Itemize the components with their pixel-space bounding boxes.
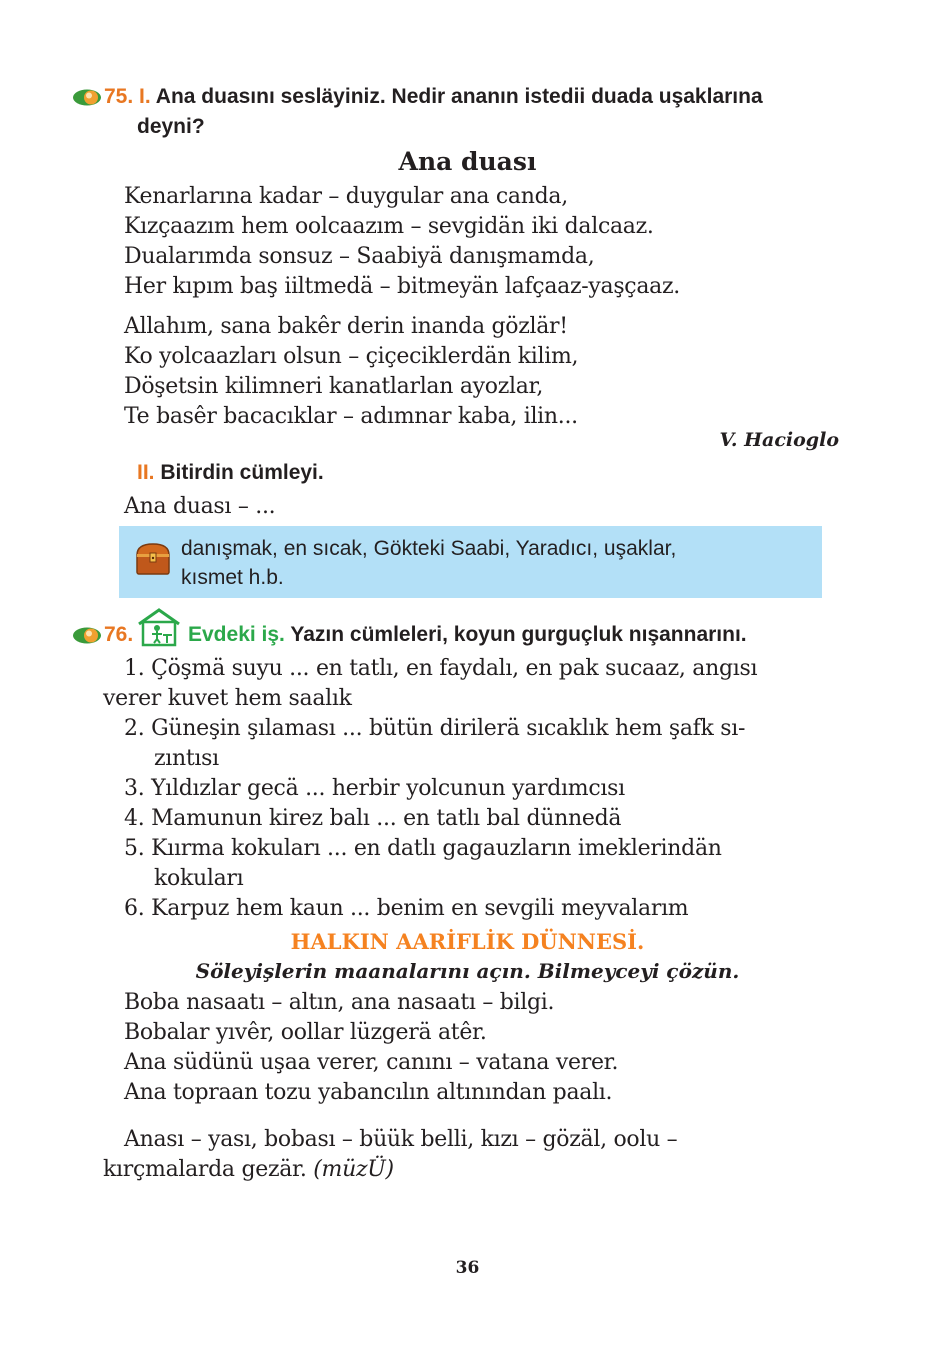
poem-author: V. Hacioglo [719, 429, 839, 451]
hint-line: kısmet h.b. [181, 566, 284, 589]
exercise-item-2-line-1: 2. Güneşin şılaması ... bütün dirilerä sıcaklık hem şafk sı- [124, 716, 746, 741]
poem-line: Kızçaazım hem oolcaazım – sevgidän iki dalcaaz. [124, 214, 654, 239]
saying: Boba nasaatı – altın, ana nasaatı – bilgi. [124, 990, 555, 1015]
page-number: 36 [455, 1258, 480, 1278]
homework-label: Evdeki iş. [188, 623, 285, 646]
poem-line: Allahım, sana bakêr derin inanda gözlär! [124, 314, 568, 339]
task-instruction: Ana duasını sesläyiniz. Nedir ananın istedii duada uşaklarına [155, 85, 763, 108]
folk-section-subtitle: Söleyişlerin maanalarını açın. Bilmeyceyi çözün. [195, 959, 740, 983]
riddle-line-2 [103, 1155, 394, 1185]
poem-line: Te basêr bacacıklar – adımnar kaba, ilin... [124, 404, 578, 429]
poem-line: Döşetsin kilimneri kanatlarlan ayozlar, [124, 374, 544, 399]
sayings-list [124, 988, 618, 1108]
part-2-header [137, 459, 324, 487]
poem-line: Kenarlarına kadar – duygular ana canda, [124, 184, 568, 209]
poem-stanza-1 [124, 182, 680, 302]
task-76-header [188, 621, 747, 649]
part-2-instruction: Bitirdin cümleyi. [160, 461, 324, 484]
saying: Ana südünü uşaa verer, canını – vatana verer. [124, 1050, 619, 1075]
house-icon [136, 607, 182, 651]
poem-line: Dualarımda sonsuz – Saabiyä danışmamda, [124, 244, 595, 269]
exercise-item-2-line-2: zıntısı [154, 746, 219, 771]
task-75-bullet [72, 89, 102, 110]
riddle-text: kırçmalarda gezär. [103, 1157, 307, 1182]
exercise-item-3: 3. Yıldızlar gecä ... herbir yolcunun yardımcısı [124, 776, 625, 801]
riddle-answer: (müzÜ) [313, 1157, 394, 1182]
exercise-item-4: 4. Mamunun kirez balı ... en tatlı bal dünnedä [124, 806, 622, 831]
exercise-item-6: 6. Karpuz hem kaun ... benim en sevgili meyvalarım [124, 896, 689, 921]
poem-line: Her kıpım baş iiltmedä – bitmeyän lafçaaz-yaşçaaz. [124, 274, 680, 299]
task-75-header-continued: deyni? [137, 115, 205, 138]
part-number: II. [137, 461, 155, 484]
folk-section-title: HALKIN AARİFLİK DÜNNESİ. [290, 929, 645, 954]
exercise-item-5-line-1: 5. Kıırma kokuları ... en datlı gagauzların imeklerindän [124, 836, 722, 861]
exercise-item-1-line-2: verer kuvet hem saalık [103, 686, 352, 711]
sentence-start: Ana duası – ... [124, 494, 276, 519]
saying: Ana topraan tozu yabancılın altınından paalı. [124, 1080, 613, 1105]
task-instruction: Yazın cümleleri, koyun gurguçluk nışannarını. [290, 623, 747, 646]
task-number: 75. [104, 85, 134, 108]
task-76-bullet [72, 627, 102, 648]
task-75-header [104, 83, 763, 111]
poem-stanza-2 [124, 312, 578, 432]
saying: Bobalar yıvêr, oollar lüzgerä atêr. [124, 1020, 487, 1045]
poem-line: Ko yolcaazları olsun – çiçeciklerdän kilim, [124, 344, 579, 369]
hint-words [181, 534, 676, 592]
exercise-item-1-line-1: 1. Çöşmä suyu ... en tatlı, en faydalı, en pak sucaaz, angısı [124, 656, 758, 681]
hint-line: danışmak, en sıcak, Gökteki Saabi, Yaradıcı, uşaklar, [181, 537, 677, 560]
part-number: I. [139, 85, 151, 108]
exercise-item-5-line-2: kokuları [154, 866, 244, 891]
poem-title: Ana duası [398, 147, 537, 176]
hint-box [119, 526, 822, 598]
task-number: 76. [104, 623, 134, 646]
riddle-line-1: Anası – yası, bobası – büük belli, kızı – gözäl, oolu – [124, 1127, 678, 1152]
treasure-chest-icon [134, 541, 172, 581]
